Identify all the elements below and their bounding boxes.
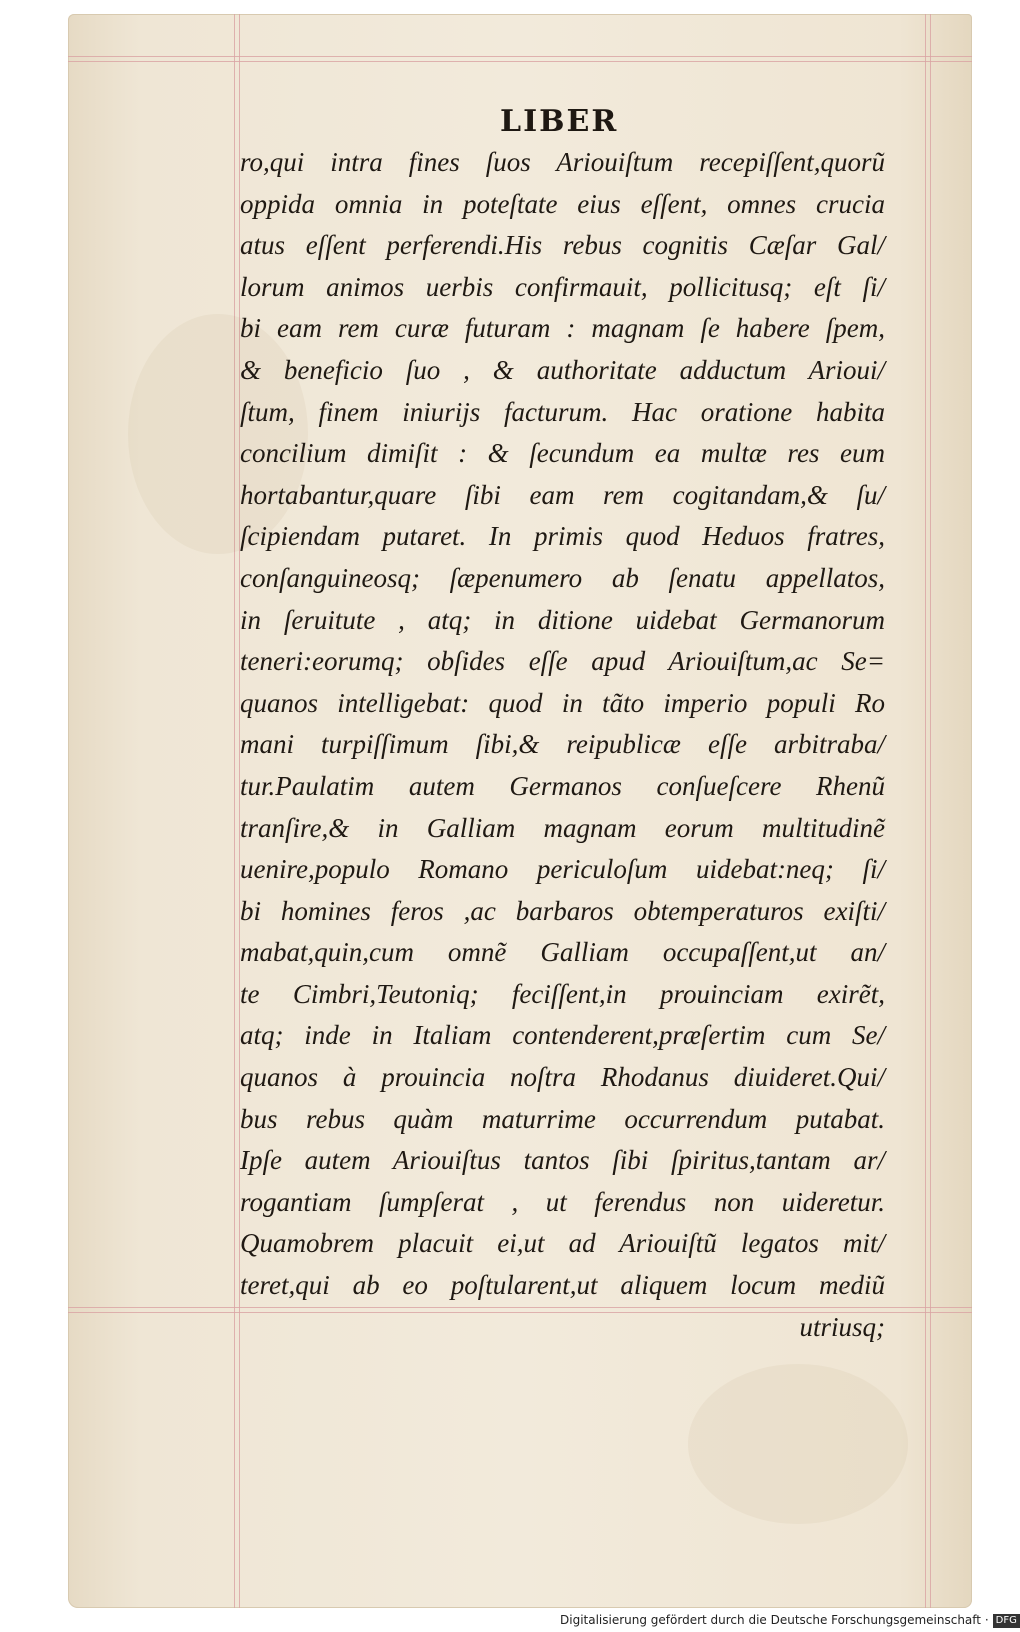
text-line: concilium dimiſit : & ſecundum ea multæ res eum: [240, 438, 885, 469]
footer-credit: [560, 1608, 1017, 1632]
text-line: quanos intelligebat: quod in tãto imperio populi Ro: [240, 687, 885, 718]
text-line: tranſire,& in Galliam magnam eorum multitudinẽ: [240, 812, 885, 843]
text-line: mabat,quin,cum omnẽ Galliam occupaſſent,ut an/: [240, 937, 885, 968]
margin-rule-right-inner: [925, 14, 926, 1608]
text-line: rogantiam ſumpſerat , ut ferendus non uideretur.: [240, 1186, 885, 1217]
text-line: bi eam rem curæ futuram : magnam ſe habere ſpem,: [240, 313, 885, 344]
margin-rule-right-outer: [930, 14, 931, 1608]
text-line: ro,qui intra fines ſuos Ariouiſtum recepiſſent,quorũ: [240, 147, 885, 177]
text-line: teneri:eorumq; obſides eſſe apud Ariouiſtum,ac Se=: [240, 646, 885, 677]
text-line: atq; inde in Italiam contenderent,præſertim cum Se/: [240, 1020, 885, 1051]
margin-rule-top-outer: [68, 56, 972, 57]
catchword: utriusq;: [799, 1311, 885, 1342]
text-line: te Cimbri,Teutoniq; feciſſent,in prouinciam exirẽt,: [240, 978, 885, 1009]
text-line: ſtum, finem iniurijs facturum. Hac oratione habita: [240, 396, 885, 427]
text-line: mani turpiſſimum ſibi,& reipublicæ eſſe arbitraba/: [240, 729, 885, 760]
text-line: teret,qui ab eo poſtularent,ut aliquem locum mediũ: [240, 1270, 885, 1301]
text-line: Quamobrem placuit ei,ut ad Ariouiſtũ legatos mit/: [240, 1228, 885, 1259]
text-line: oppida omnia in poteſtate eius eſſent, omnes crucia: [240, 188, 885, 219]
paper-stain: [688, 1364, 908, 1524]
text-block: [240, 142, 885, 1348]
dfg-logo: DFG: [993, 1614, 1020, 1628]
text-line: quanos à prouincia noſtra Rhodanus diuideret.Qui/: [240, 1062, 885, 1093]
text-line: bi homines feros ,ac barbaros obtemperaturos exiſti/: [240, 895, 885, 926]
text-line: & beneficio ſuo , & authoritate adductum Arioui/: [240, 354, 885, 385]
text-line: lorum animos uerbis confirmauit, pollicitusq; eſt ſi/: [240, 271, 885, 302]
running-head: LIBER: [500, 104, 619, 139]
footer-text: Digitalisierung gefördert durch die Deutsche Forschungsgemeinschaft ·: [560, 1613, 989, 1627]
text-line: tur.Paulatim autem Germanos conſueſcere Rhenũ: [240, 770, 885, 801]
text-line: ſcipiendam putaret. In primis quod Heduos fratres,: [240, 521, 885, 552]
text-line: bus rebus quàm maturrime occurrendum putabat.: [240, 1103, 885, 1134]
text-line: conſanguineosq; ſæpenumero ab ſenatu appellatos,: [240, 562, 885, 593]
text-line: Ipſe autem Ariouiſtus tantos ſibi ſpiritus,tantam ar/: [240, 1145, 885, 1176]
text-line: hortabantur,quare ſibi eam rem cogitandam,& ſu/: [240, 479, 885, 510]
margin-rule-top-inner: [68, 61, 972, 62]
text-line: atus eſſent perferendi.His rebus cognitis Cæſar Gal/: [240, 230, 885, 261]
text-line: uenire,populo Romano periculoſum uidebat:neq; ſi/: [240, 854, 885, 885]
text-line: in ſeruitute , atq; in ditione uidebat Germanorum: [240, 604, 885, 635]
margin-rule-left-outer: [234, 14, 235, 1608]
